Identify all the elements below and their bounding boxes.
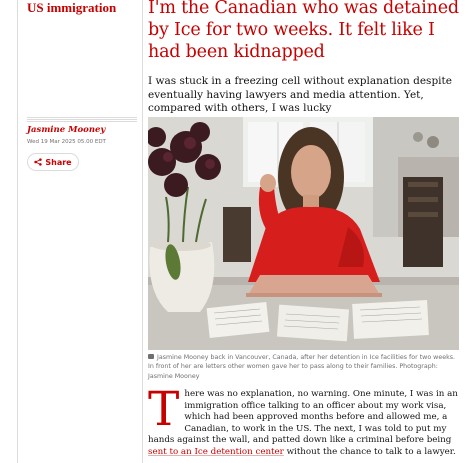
body-text-end: without the chance to talk to a lawyer. [283, 446, 456, 457]
column-rule [142, 0, 143, 463]
meta-divider [27, 117, 137, 123]
section-label[interactable]: US immigration [27, 0, 117, 15]
share-label: Share [45, 157, 72, 167]
photo-caption [148, 353, 460, 381]
detention-center-link[interactable]: sent to an Ice detention center [148, 446, 284, 457]
share-icon [34, 158, 42, 166]
camera-icon [148, 354, 154, 359]
share-button[interactable] [27, 153, 79, 171]
publish-date: Wed 19 Mar 2025 05.00 EDT [27, 139, 106, 145]
headline: I'm the Canadian who was detained by Ice for two weeks. It felt like I had been kidnapped [148, 0, 459, 62]
left-gutter-rule [17, 0, 18, 463]
body-text-start: here was no explanation, no warning. One minute, I was in an immigration office talking to an officer about my work visa, which had been approved months before and allowed me, a Canadian, to work in the US. The next, I was told to put my hands against the wall, and patted down like a criminal before being [148, 389, 458, 446]
dropcap: T [148, 382, 180, 437]
article-photo [148, 117, 459, 350]
author-byline[interactable]: Jasmine Mooney [27, 125, 106, 135]
standfirst: I was stuck in a freezing cell without explanation despite eventually having lawyers and media attention. Yet, compared with others, I was lucky [148, 75, 452, 114]
caption-text: Jasmine Mooney back in Vancouver, Canada, after her detention in Ice facilities for two weeks. In front of her are letters other women gave her to pass along to their families. Photograph: Jasmine Mooney [148, 354, 455, 380]
article-body [148, 382, 460, 459]
